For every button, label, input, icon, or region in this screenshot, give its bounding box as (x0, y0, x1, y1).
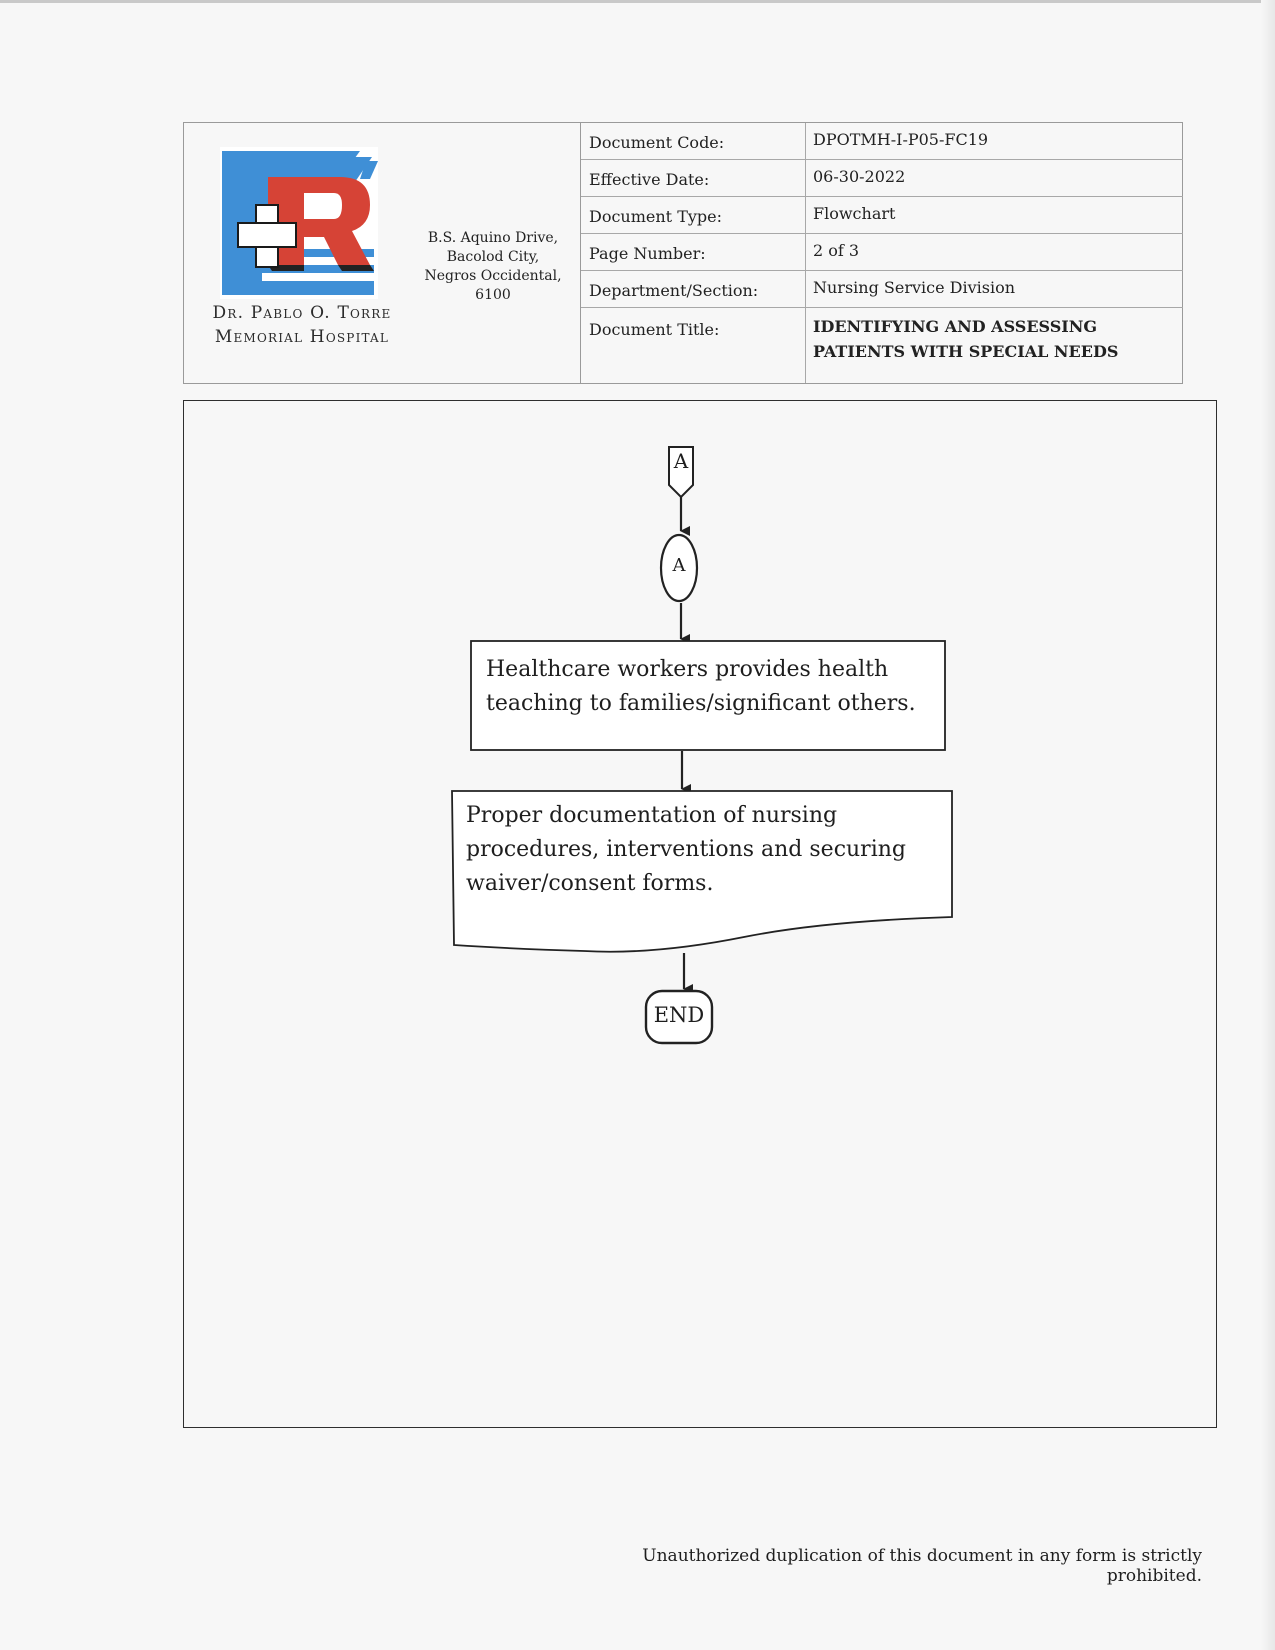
address-line3: Negros Occidental, (424, 268, 562, 284)
document-title-line1: IDENTIFYING AND ASSESSING (813, 317, 1098, 336)
process-step-line2: teaching to families/significant others. (486, 691, 916, 716)
row-document-type (581, 197, 1183, 234)
page-top-edge (0, 0, 1275, 3)
hospital-address (408, 229, 578, 305)
document-title-label: Document Title: (589, 320, 720, 339)
flowchart-shapes (184, 401, 1218, 1429)
document-step-line1: Proper documentation of nursing (466, 803, 838, 828)
hospital-name-line2: Memorial Hospital (214, 327, 390, 347)
document-step-text (466, 799, 946, 901)
address-line2: Bacolod City, (446, 249, 540, 265)
process-step-line1: Healthcare workers provides health (486, 657, 889, 682)
document-header (183, 122, 1183, 384)
page-number-label: Page Number: (589, 244, 706, 263)
row-document-title (581, 308, 1183, 383)
address-line4: 6100 (475, 287, 511, 303)
document-type-value: Flowchart (813, 204, 896, 223)
document-type-label: Document Type: (589, 207, 722, 226)
page-number-value: 2 of 3 (813, 241, 860, 260)
document-title-value (813, 314, 1173, 364)
hospital-name-line1: Dr. Pablo O. Torre (212, 303, 392, 323)
address-line1: B.S. Aquino Drive, (427, 230, 559, 246)
department-value: Nursing Service Division (813, 278, 1016, 297)
row-department (581, 271, 1183, 308)
row-effective-date (581, 160, 1183, 197)
row-page-number (581, 234, 1183, 271)
effective-date-label: Effective Date: (589, 170, 710, 189)
document-step-line3: waiver/consent forms. (466, 871, 714, 896)
offpage-connector-label: A (673, 449, 689, 473)
document-title-line2: PATIENTS WITH SPECIAL NEEDS (813, 342, 1119, 361)
hospital-logo (220, 147, 378, 299)
hospital-name (190, 301, 414, 349)
hospital-branding (184, 123, 580, 383)
page-right-shade (1261, 0, 1275, 1650)
terminator-label: END (653, 1003, 705, 1027)
effective-date-value: 06-30-2022 (813, 167, 906, 186)
process-step-text (486, 653, 936, 721)
document-metadata-table (580, 123, 1183, 383)
document-step-line2: procedures, interventions and securing (466, 837, 906, 862)
document-code-value: DPOTMH-I-P05-FC19 (813, 130, 989, 149)
footer-disclaimer: Unauthorized duplication of this document in any form is strictly prohibited. (642, 1546, 1202, 1586)
document-code-label: Document Code: (589, 133, 725, 152)
row-document-code (581, 123, 1183, 160)
department-label: Department/Section: (589, 281, 759, 300)
flowchart-frame (183, 400, 1217, 1428)
onpage-connector-label: A (672, 555, 686, 576)
